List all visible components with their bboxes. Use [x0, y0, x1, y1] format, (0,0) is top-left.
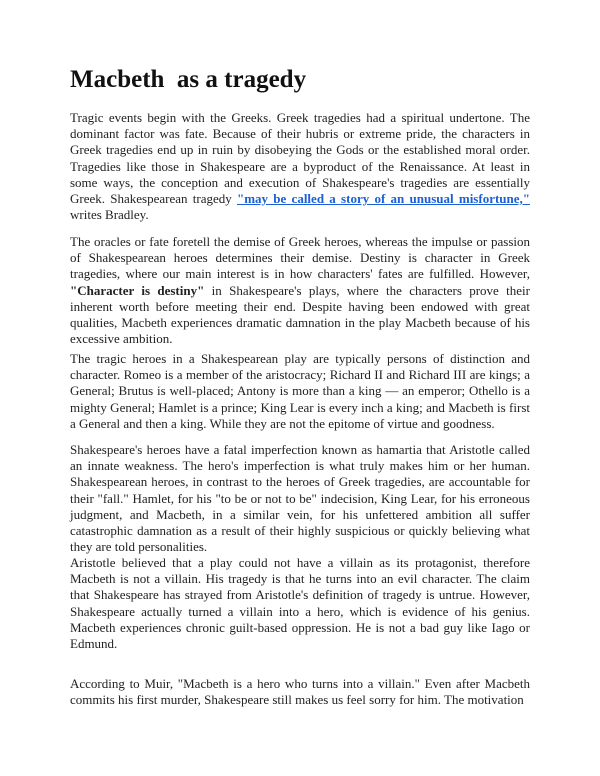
paragraph-tragic-heroes: The tragic heroes in a Shakespearean play are typically persons of distinction and character. Romeo is a member of the aristocracy; Richard II and Richard III are kings; a General; Brutus is well-placed; Antony is more than a king — an emperor; Othello is a mighty General; Hamlet is a prince; King Lear is every inch a king; and Macbeth is first a General and then a king. While they are not the epitome of virtue and goodness.	[70, 351, 530, 431]
character-is-destiny-phrase: "Character is destiny"	[70, 282, 205, 298]
paragraph-aristotle-villain: Aristotle believed that a play could not have a villain as its protagonist, therefore Macbeth is not a villain. His tragedy is that he turns into an evil character. The claim that Shakespeare has strayed from Aristotle's definition of tragedy is untrue. However, Shakespeare actually turned a villain into a hero, which is evidence of his genius. Macbeth experiences chronic guilt-based oppression. He is not a bad guy like Iago or Edmund.	[70, 555, 530, 652]
page-title: Macbeth as a tragedy	[70, 66, 307, 93]
paragraph-text: in Shakespeare's plays, where the characters prove their inherent worth before meeting their end. Despite having been endowed with great qualities, Macbeth experiences dramatic damnation in the play Macbeth because of his excessive ambition.	[70, 282, 530, 347]
paragraph-muir: According to Muir, "Macbeth is a hero who turns into a villain." Even after Macbeth commits his first murder, Shakespeare still makes us feel sorry for him. The motivation	[70, 676, 530, 708]
paragraph-character-destiny	[70, 234, 530, 347]
bradley-quote-link[interactable]: "may be called a story of an unusual misfortune,"	[237, 191, 530, 207]
paragraph-text: The oracles or fate foretell the demise of Greek heroes, whereas the impulse or passion of Shakespearean heroes determines their demise. Destiny is character in Greek tragedies, where our main interest is in how characters' fates are fulfilled. However,	[70, 234, 530, 282]
paragraph-text: writes Bradley.	[70, 207, 149, 223]
paragraph-text: Tragic events begin with the Greeks. Greek tragedies had a spiritual undertone. The dominant factor was fate. Because of their hubris or extreme pride, the characters in Greek tragedies end up in ruin by disobeying the Gods or the established moral order. Tragedies like those in Shakespeare are a byproduct of the Renaissance. At least in some ways, the conception and execution of Shakespeare's tragedies are essentially Greek. Shakespearean tragedy	[70, 110, 530, 207]
paragraph-greek-origins	[70, 110, 530, 223]
paragraph-hamartia: Shakespeare's heroes have a fatal imperfection known as hamartia that Aristotle called an innate weakness. The hero's imperfection is what truly makes him or her human. Shakespearean heroes, in contrast to the heroes of Greek tragedies, are accountable for their "fall." Hamlet, for his "to be or not to be" indecision, King Lear, for his erroneous judgment, and Macbeth, in a similar vein, for his unfettered ambition all suffer catastrophic damnation as a result of their highly suspicious or quickly believing what they are told personalities.	[70, 442, 530, 555]
